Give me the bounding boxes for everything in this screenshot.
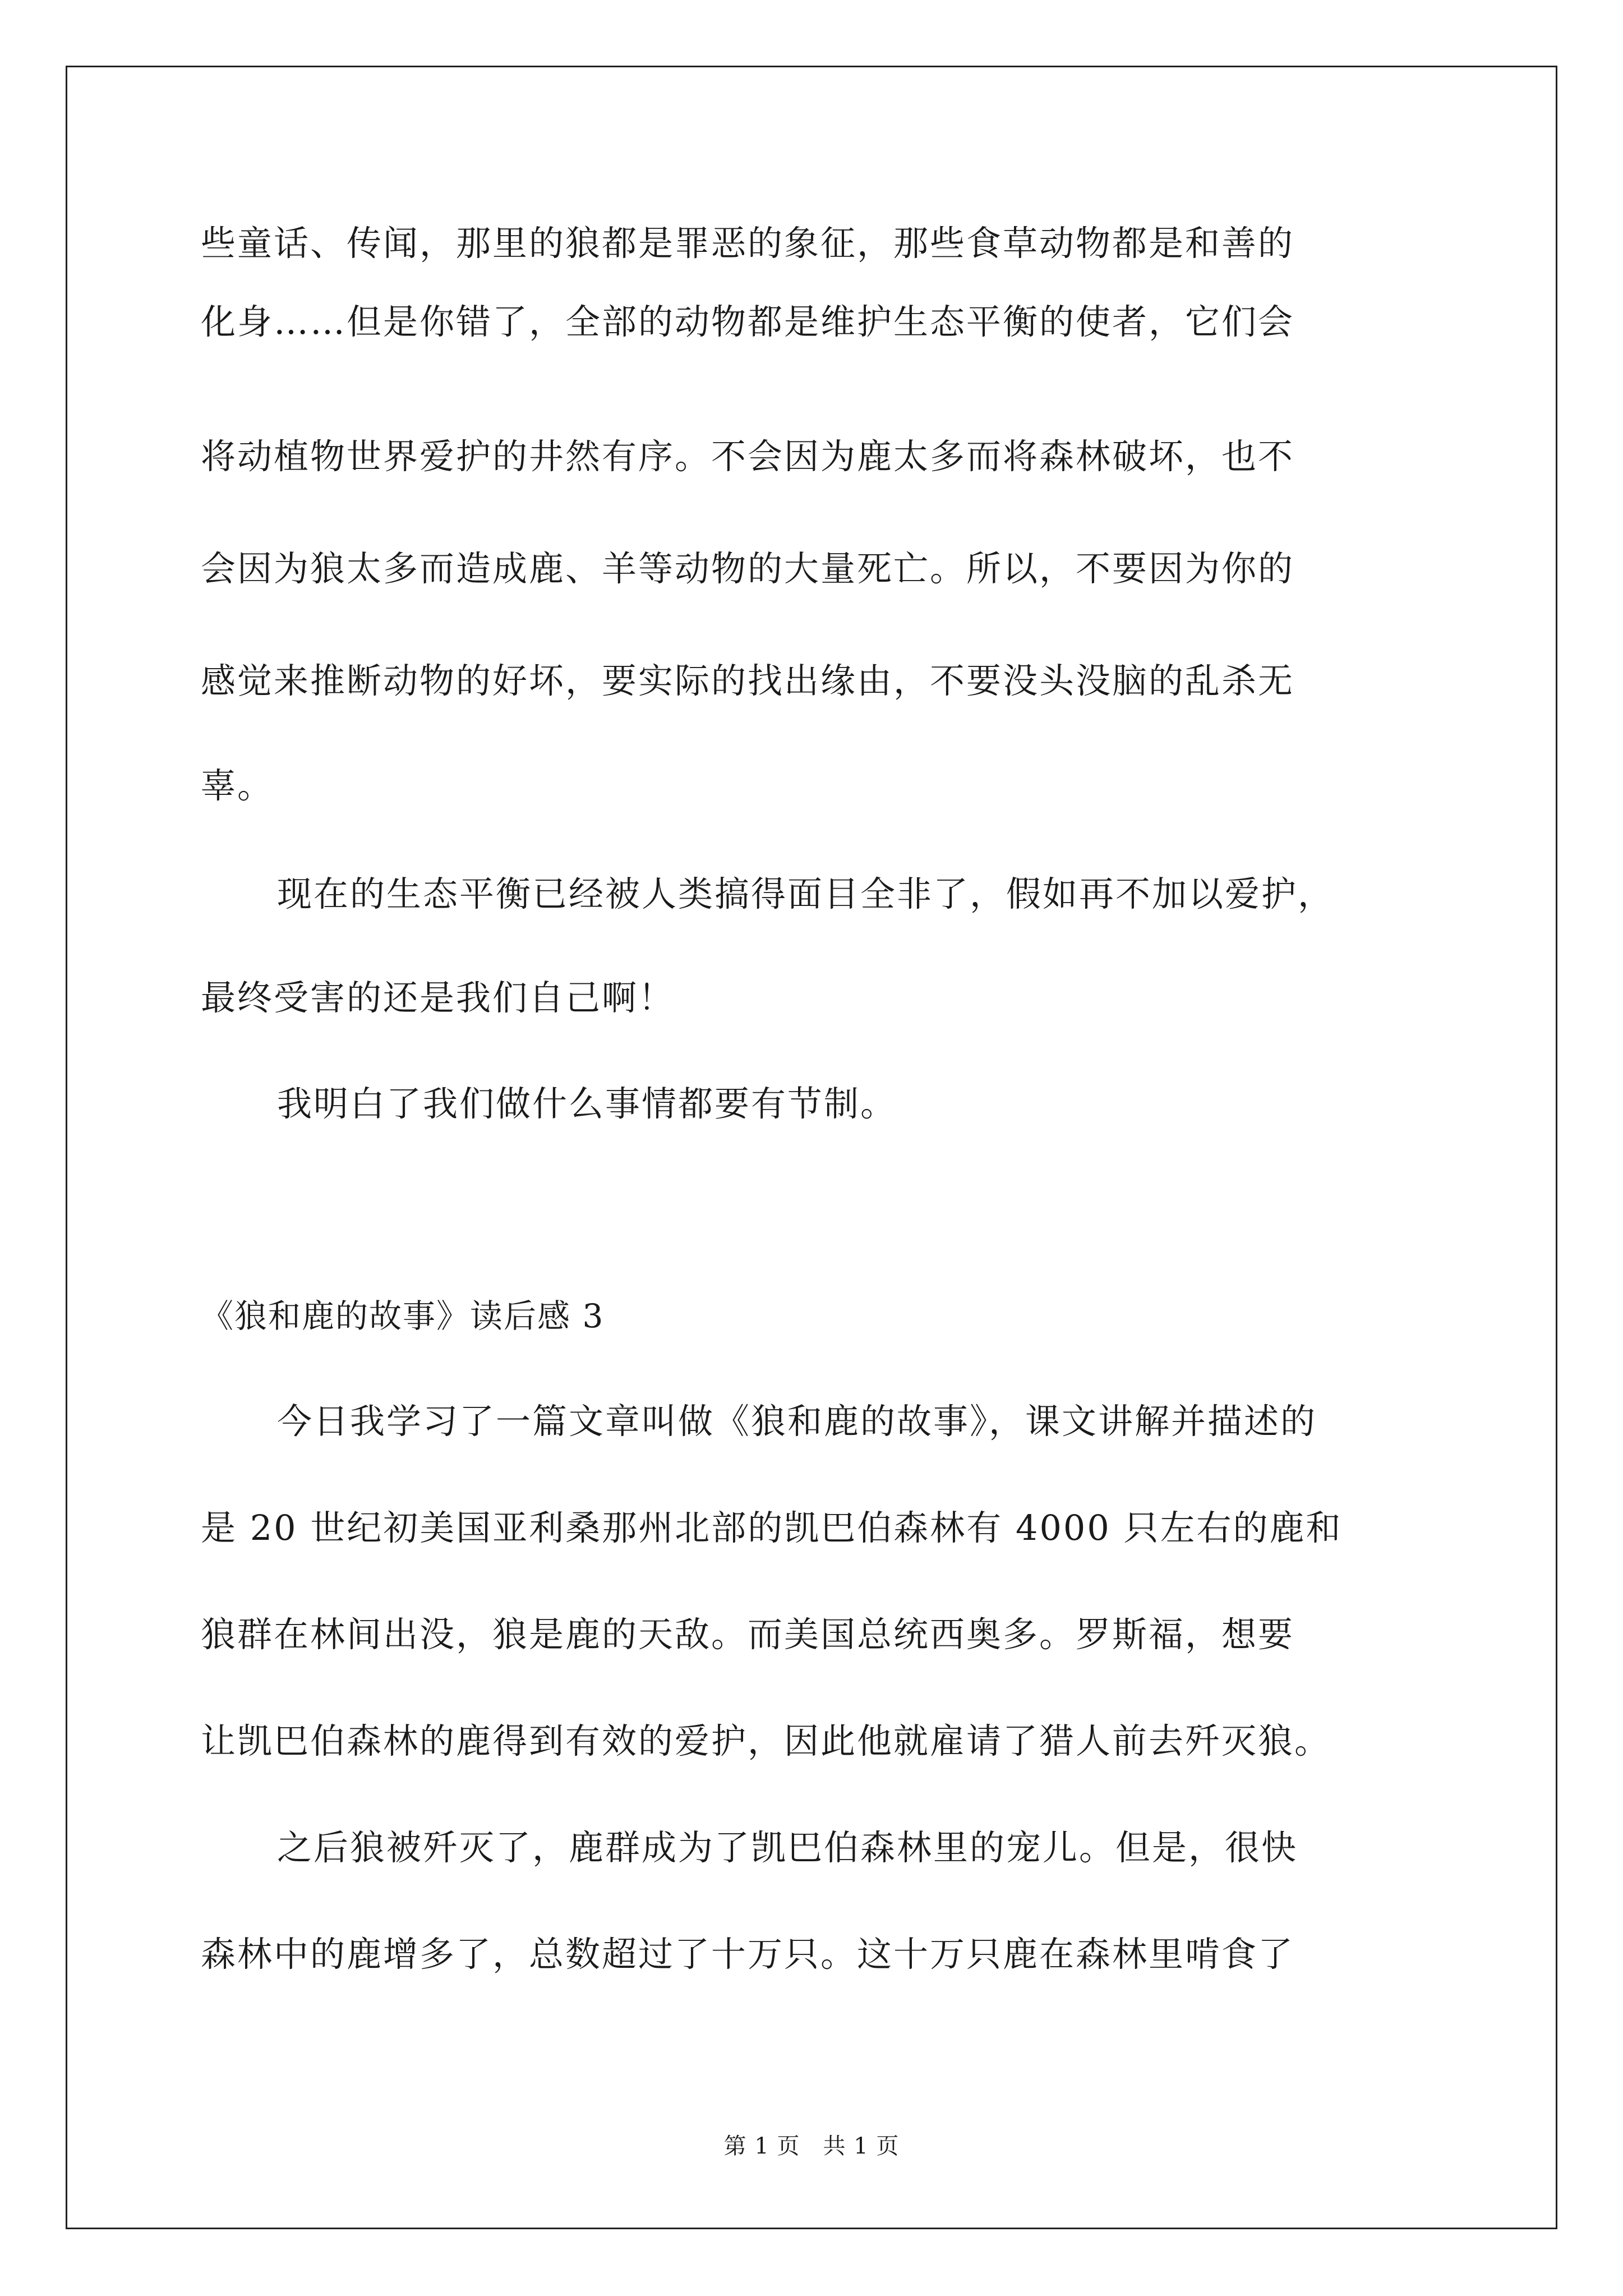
body-text-line: 现在的生态平衡已经被人类搞得面目全非了，假如再不加以爱护，: [277, 873, 1335, 914]
body-text-line: 我明白了我们做什么事情都要有节制。: [277, 1083, 897, 1124]
body-text-line: 森林中的鹿增多了，总数超过了十万只。这十万只鹿在森林里啃食了: [201, 1934, 1295, 1975]
body-text-line: 最终受害的还是我们自己啊！: [201, 977, 675, 1018]
body-text-line: 之后狼被歼灭了，鹿群成为了凯巴伯森林里的宠儿。但是，很快: [277, 1827, 1298, 1868]
body-text-line: 将动植物世界爱护的井然有序。不会因为鹿太多而将森林破坏，也不: [201, 436, 1295, 477]
body-text-line: 会因为狼太多而造成鹿、羊等动物的大量死亡。所以，不要因为你的: [201, 548, 1295, 589]
page-number-footer: 第 1 页 共 1 页: [723, 2133, 900, 2159]
body-text-line: 些童话、传闻，那里的狼都是罪恶的象征，那些食草动物都是和善的: [201, 223, 1295, 264]
body-text-line: 今日我学习了一篇文章叫做《狼和鹿的故事》，课文讲解并描述的: [277, 1401, 1317, 1442]
page-frame: [66, 66, 1557, 2229]
body-text-line: 化身……但是你错了，全部的动物都是维护生态平衡的使者，它们会: [201, 301, 1295, 342]
section-heading: 《狼和鹿的故事》读后感 3: [201, 1297, 605, 1335]
body-text-line: 让凯巴伯森林的鹿得到有效的爱护，因此他就雇请了猎人前去歼灭狼。: [201, 1720, 1331, 1761]
body-text-line: 辜。: [201, 765, 274, 806]
body-text-line: 感觉来推断动物的好坏，要实际的找出缘由，不要没头没脑的乱杀无: [201, 660, 1295, 701]
body-text-line: 狼群在林间出没，狼是鹿的天敌。而美国总统西奥多。罗斯福，想要: [201, 1614, 1295, 1655]
body-text-line: 是 20 世纪初美国亚利桑那州北部的凯巴伯森林有 4000 只左右的鹿和: [201, 1507, 1343, 1548]
